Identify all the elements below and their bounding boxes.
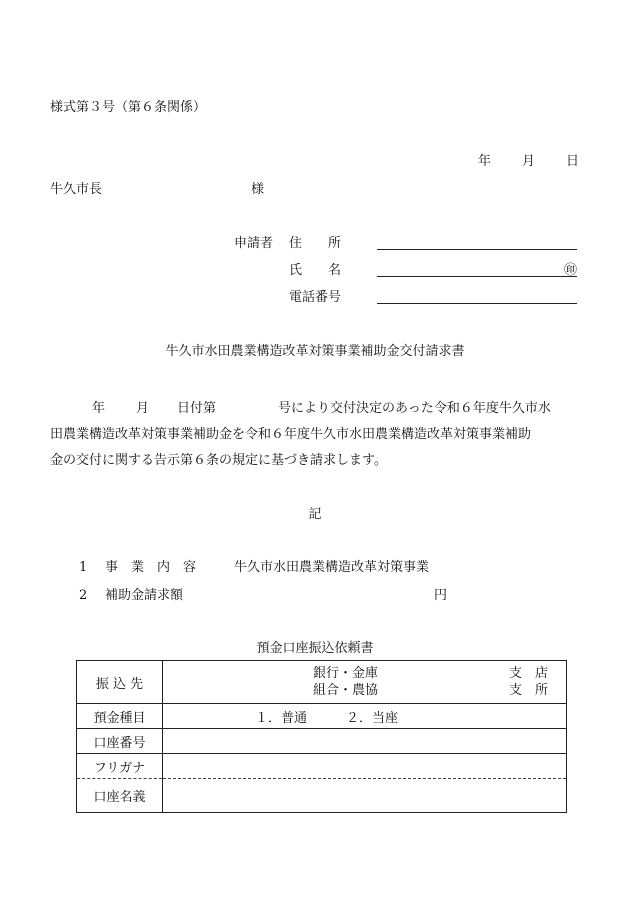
deposit-type-label: 預金種目 [77, 704, 163, 729]
item-1-label: 事 業 内 容 [105, 560, 197, 575]
body-line-2: 田農業構造改革対策事業補助金を令和６年度牛久市水田農業構造改革対策事業補助 [50, 427, 532, 442]
account-number-label: 口座番号 [77, 729, 163, 754]
ki-mark: 記 [308, 507, 322, 522]
bank-row-account-number [77, 729, 567, 754]
bank-form-title: 預金口座振込依頼書 [256, 641, 374, 656]
transfer-label: 振 込 先 [77, 661, 163, 704]
body-month: 月 [136, 401, 150, 416]
name-line [377, 276, 577, 277]
date-day: 日 [566, 154, 580, 169]
addressee-honorific: 様 [251, 182, 265, 197]
body-line-1 [50, 396, 580, 422]
item-2-value: 円 [434, 588, 448, 603]
item-1-value: 牛久市水田農業構造改革対策事業 [234, 560, 430, 575]
branch-type-line1: 支 店 [509, 666, 549, 681]
body-dated: 日付第 [177, 401, 217, 416]
item-2-label: 補助金請求額 [105, 588, 184, 603]
applicant-label: 申請者 [234, 236, 274, 251]
furigana-label: フリガナ [77, 754, 163, 779]
address-label: 住 所 [289, 236, 342, 251]
bank-transfer-table [76, 660, 567, 813]
bank-type-line2: 組合・農協 [313, 683, 379, 698]
date-month: 月 [522, 154, 536, 169]
body-year: 年 [92, 401, 106, 416]
phone-label: 電話番号 [289, 290, 342, 305]
address-line [377, 249, 577, 250]
account-name-label: 口座名義 [77, 779, 163, 813]
bank-type-line1: 銀行・金庫 [313, 666, 379, 681]
bank-row-account-name [77, 779, 567, 813]
form-number: 様式第３号（第６条関係） [50, 100, 207, 115]
item-1-number: 1 [79, 560, 88, 575]
deposit-type-options: １．普通 ２．当座 [163, 704, 567, 729]
body-rest: 号により交付決定のあった令和６年度牛久市水 [278, 401, 551, 416]
account-name-field [163, 779, 567, 813]
body-line-3: 金の交付に関する告示第６条の規定に基づき請求します。 [50, 453, 387, 468]
account-number-field [163, 729, 567, 754]
transfer-cell [163, 661, 567, 704]
name-label: 氏 名 [289, 263, 342, 278]
document-title: 牛久市水田農業構造改革対策事業補助金交付請求書 [165, 344, 465, 359]
body-paragraph [50, 396, 580, 474]
addressee-name: 牛久市長 [50, 182, 103, 197]
date-year: 年 [478, 154, 492, 169]
bank-row-type [77, 704, 567, 729]
bank-row-transfer [77, 661, 567, 704]
item-2-number: 2 [79, 588, 88, 603]
phone-line [377, 303, 577, 304]
furigana-field [163, 754, 567, 779]
branch-type-line2: 支 所 [509, 683, 549, 698]
bank-row-furigana [77, 754, 567, 779]
seal-mark: ㊞ [564, 263, 578, 278]
